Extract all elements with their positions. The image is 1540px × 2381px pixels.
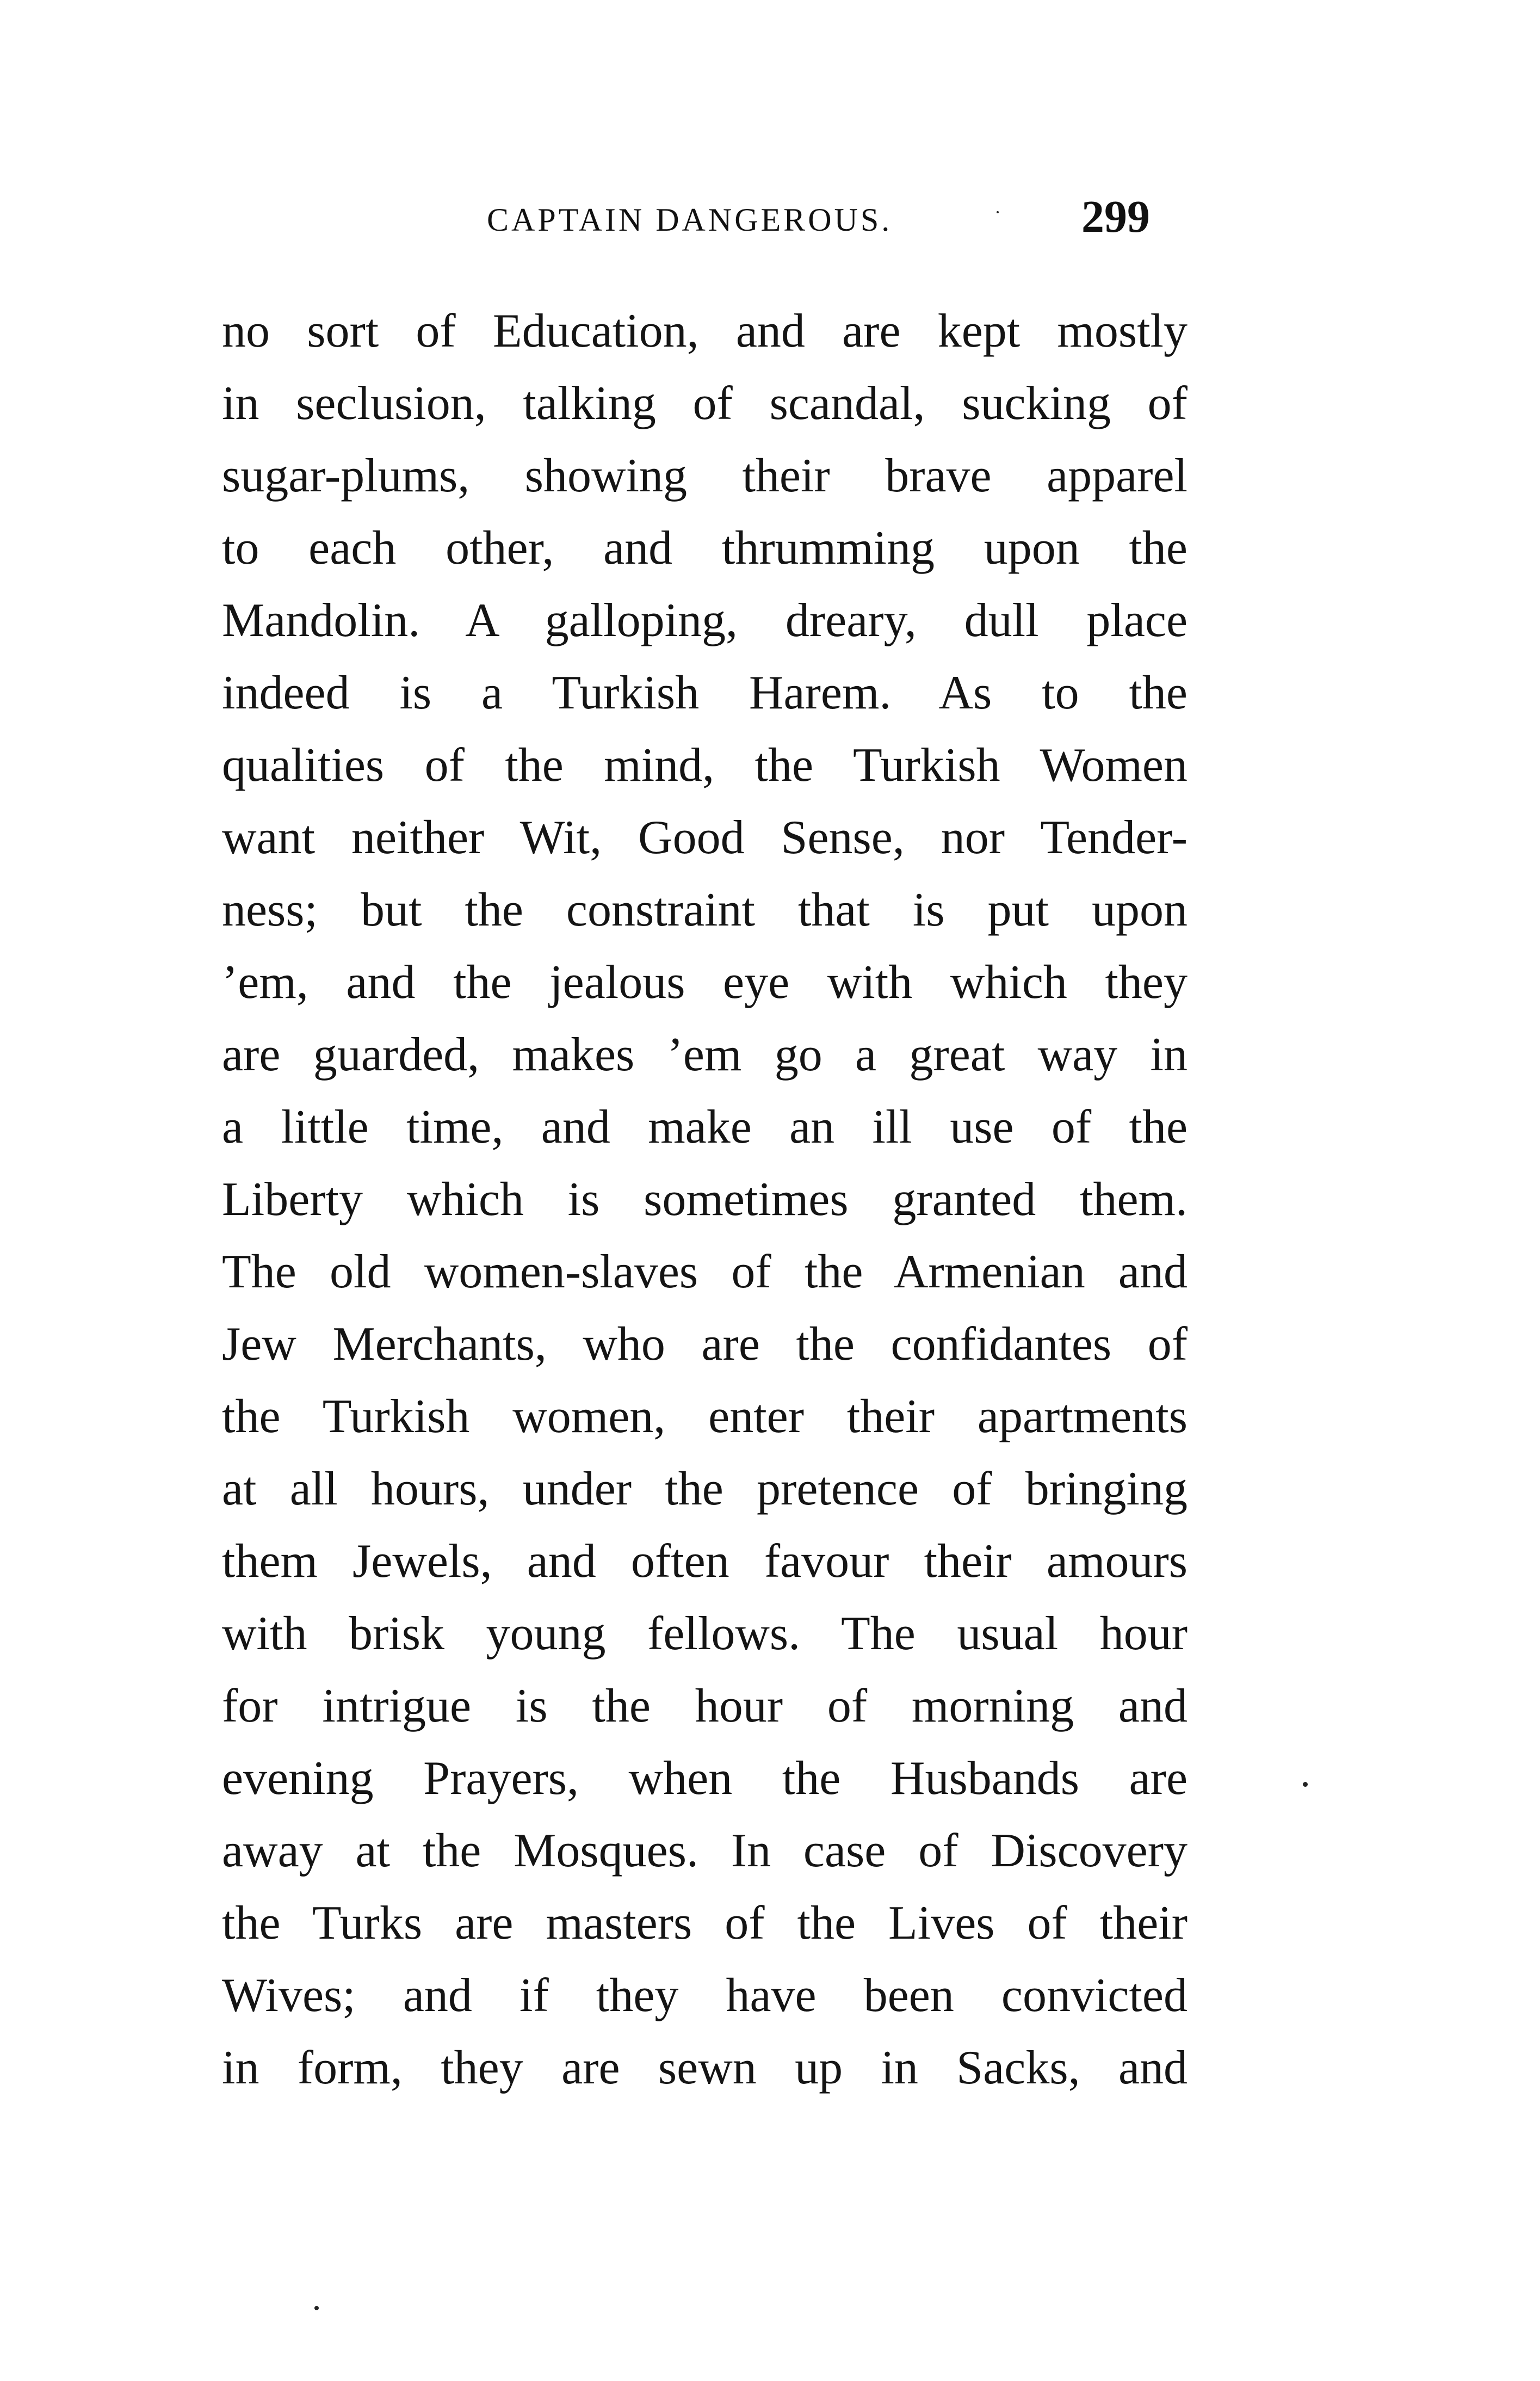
text-line: ness; but the constraint that is put upon (222, 884, 1188, 936)
text-line: in seclusion, talking of scandal, sucking of (222, 377, 1188, 430)
text-line: Wives; and if they have been convicted (222, 1969, 1188, 2022)
text-line: Mandolin. A galloping, dreary, dull place (222, 594, 1188, 647)
page-number: 299 (1081, 192, 1150, 242)
text-line: to each other, and thrumming upon the (222, 522, 1188, 575)
text-line: in form, they are sewn up in Sacks, and (222, 2041, 1188, 2094)
text-line: indeed is a Turkish Harem. As to the (222, 667, 1188, 719)
text-line: are guarded, makes ’em go a great way in (222, 1028, 1188, 1081)
text-line: them Jewels, and often favour their amours (222, 1535, 1188, 1588)
body-text (222, 295, 1188, 2104)
text-line: with brisk young fellows. The usual hour (222, 1607, 1188, 1660)
text-line: Liberty which is sometimes granted them. (222, 1173, 1188, 1226)
text-line: for intrigue is the hour of morning and (222, 1680, 1188, 1732)
text-line: Jew Merchants, who are the confidantes of (222, 1318, 1188, 1371)
text-line: ’em, and the jealous eye with which they (222, 956, 1188, 1009)
text-line: evening Prayers, when the Husbands are (222, 1752, 1188, 1805)
text-line: The old women-slaves of the Armenian and (222, 1245, 1188, 1298)
scan-speck (1303, 1782, 1308, 1787)
text-line: sugar-plums, showing their brave apparel (222, 449, 1188, 502)
text-line: at all hours, under the pretence of bringing (222, 1463, 1188, 1515)
text-line: the Turks are masters of the Lives of their (222, 1897, 1188, 1950)
text-line: qualities of the mind, the Turkish Women (222, 739, 1188, 792)
text-line: a little time, and make an ill use of the (222, 1101, 1188, 1154)
scan-speck (314, 2306, 319, 2310)
text-line: want neither Wit, Good Sense, nor Tender- (222, 811, 1188, 864)
running-head: CAPTAIN DANGEROUS. (487, 202, 893, 238)
text-line: no sort of Education, and are kept mostly (222, 305, 1188, 357)
text-line: the Turkish women, enter their apartments (222, 1390, 1188, 1443)
scan-speck (997, 211, 999, 213)
text-line: away at the Mosques. In case of Discovery (222, 1824, 1188, 1877)
